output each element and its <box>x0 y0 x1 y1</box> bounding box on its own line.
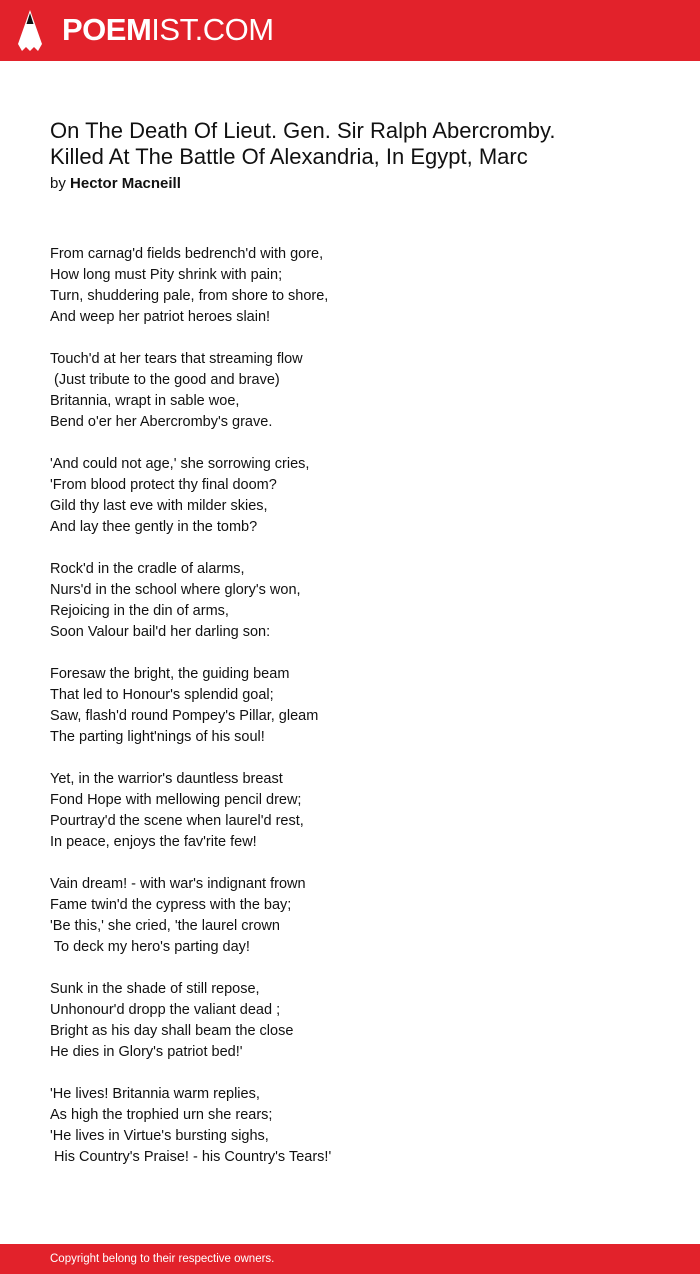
logo-light-text: IST.COM <box>151 12 274 47</box>
poem-line: Nurs'd in the school where glory's won, <box>50 582 301 598</box>
author-name: Hector Macneill <box>70 175 181 192</box>
poem-stanza <box>50 559 650 643</box>
site-footer <box>0 1244 700 1274</box>
poem-stanza <box>50 874 650 958</box>
poem-title-line-1: On The Death Of Lieut. Gen. Sir Ralph Abercromby. <box>50 118 556 143</box>
poem-line: Soon Valour bail'd her darling son: <box>50 624 271 640</box>
poem-stanza <box>50 244 650 328</box>
poem-line: Turn, shuddering pale, from shore to shore, <box>50 288 329 304</box>
site-logo[interactable] <box>62 12 274 48</box>
logo-bold-text: POEM <box>62 12 152 47</box>
poem-line: Rock'd in the cradle of alarms, <box>50 561 245 577</box>
poem-body <box>50 244 650 1189</box>
poem-stanza <box>50 349 650 433</box>
poem-line: And lay thee gently in the tomb? <box>50 519 258 535</box>
poem-line: 'He lives! Britannia warm replies, <box>50 1086 260 1102</box>
poem-line: He dies in Glory's patriot bed!' <box>50 1044 243 1060</box>
poem-line: The parting light'nings of his soul! <box>50 729 265 745</box>
poem-line: Yet, in the warrior's dauntless breast <box>50 771 283 787</box>
poem-line: 'And could not age,' she sorrowing cries, <box>50 456 310 472</box>
poem-line: That led to Honour's splendid goal; <box>50 687 274 703</box>
poem-line: Britannia, wrapt in sable woe, <box>50 393 240 409</box>
poem-line: Pourtray'd the scene when laurel'd rest, <box>50 813 304 829</box>
poem-line: Saw, flash'd round Pompey's Pillar, gleam <box>50 708 319 724</box>
poem-line: 'From blood protect thy final doom? <box>50 477 277 493</box>
poem-byline <box>50 175 181 193</box>
poem-line: 'He lives in Virtue's bursting sighs, <box>50 1128 269 1144</box>
poem-line: His Country's Praise! - his Country's Tears!' <box>50 1149 332 1165</box>
poem-title-line-2: Killed At The Battle Of Alexandria, In Egypt, Marc <box>50 144 528 169</box>
poem-stanza <box>50 1084 650 1168</box>
poem-line: Vain dream! - with war's indignant frown <box>50 876 306 892</box>
poem-line: And weep her patriot heroes slain! <box>50 309 271 325</box>
poem-line: 'Be this,' she cried, 'the laurel crown <box>50 918 280 934</box>
by-label: by <box>50 175 66 192</box>
poem-line: Bright as his day shall beam the close <box>50 1023 294 1039</box>
poem-line: As high the trophied urn she rears; <box>50 1107 273 1123</box>
poem-line: How long must Pity shrink with pain; <box>50 267 283 283</box>
poem-line: Bend o'er her Abercromby's grave. <box>50 414 273 430</box>
poem-line: Sunk in the shade of still repose, <box>50 981 260 997</box>
poem-line: Fond Hope with mellowing pencil drew; <box>50 792 302 808</box>
poem-line: Unhonour'd dropp the valiant dead ; <box>50 1002 281 1018</box>
pencil-tip-icon[interactable] <box>18 10 42 52</box>
poem-line: Rejoicing in the din of arms, <box>50 603 229 619</box>
poem-line: Touch'd at her tears that streaming flow <box>50 351 303 367</box>
poem-stanza <box>50 769 650 853</box>
poem-line: (Just tribute to the good and brave) <box>50 372 280 388</box>
site-header <box>0 0 700 61</box>
copyright-text: Copyright belong to their respective owners. <box>50 1253 275 1265</box>
poem-stanza <box>50 664 650 748</box>
poem-line: In peace, enjoys the fav'rite few! <box>50 834 257 850</box>
poem-title <box>50 118 650 170</box>
poem-stanza <box>50 454 650 538</box>
poem-stanza <box>50 979 650 1063</box>
poem-line: Gild thy last eve with milder skies, <box>50 498 268 514</box>
poem-line: From carnag'd fields bedrench'd with gore, <box>50 246 324 262</box>
poem-line: To deck my hero's parting day! <box>50 939 250 955</box>
poem-line: Fame twin'd the cypress with the bay; <box>50 897 292 913</box>
poem-line: Foresaw the bright, the guiding beam <box>50 666 290 682</box>
